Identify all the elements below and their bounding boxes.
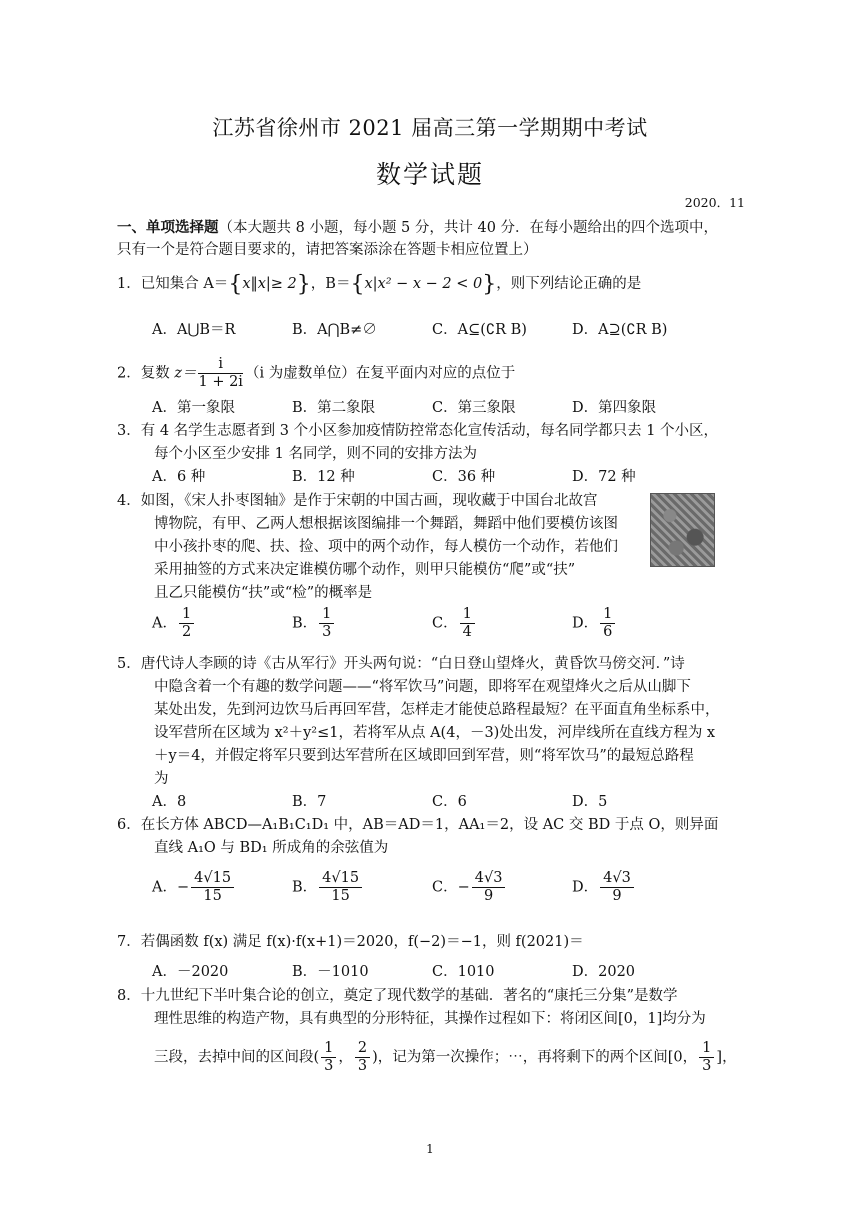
q2-suffix: （i 为虚数单位）在复平面内对应的点位于 [244, 365, 516, 382]
q2-option-a: A．第一象限 [152, 400, 235, 416]
q3-option-d: D．72 种 [572, 469, 636, 485]
q5-line-2: 中隐含着一个有趣的数学问题——“将军饮马”问题，即将军在观望烽火之后从山脚下 [154, 679, 691, 695]
q4-option-b-frac [319, 606, 334, 641]
q4-option-a-label: A． [152, 615, 177, 632]
q7-option-c: C．1010 [432, 964, 495, 980]
q3-option-b: B．12 种 [292, 469, 355, 485]
q8-line-3 [154, 1040, 737, 1075]
q8-f1-num: 1 [321, 1040, 336, 1058]
q6-option-d [572, 870, 636, 905]
q3-line-1: 3．有 4 名学生志愿者到 3 个小区参加疫情防控常态化宣传活动，每名同学都只去 1 个小区， [117, 423, 719, 439]
q3-line-2: 每个小区至少安排 1 名同学，则不同的安排方法为 [154, 446, 477, 462]
q5-line-5: ＋y＝4，并假定将军只要到达军营所在区域即回到军营，则“将军饮马”的最短总路程 [154, 748, 694, 764]
q5-option-b: B．7 [292, 794, 327, 810]
q4-option-c [432, 606, 477, 641]
q2-option-c: C．第三象限 [432, 400, 516, 416]
q6-a-label: A． [152, 879, 177, 896]
q6-b-frac [319, 870, 362, 905]
q8-f2-den: 3 [357, 1058, 368, 1074]
section-heading-line [117, 218, 718, 238]
q6-a-frac [191, 870, 234, 905]
q4-b-num: 1 [319, 606, 334, 624]
q8-line-3c: )，记为第一次操作；⋯，再将剩下的两个区间[0， [372, 1049, 698, 1066]
q6-c-den: 9 [484, 888, 494, 904]
q5-option-c: C．6 [432, 794, 467, 810]
q5-option-d: D．5 [572, 794, 608, 810]
q7-option-a: A．－2020 [152, 964, 229, 980]
q4-c-den: 4 [462, 624, 472, 640]
q6-line-1: 6．在长方体 ABCD—A₁B₁C₁D₁ 中，AB＝AD＝1，AA₁＝2，设 AC 交 BD 于点 O，则异面 [117, 817, 719, 833]
q4-option-a-frac [179, 606, 194, 641]
q1-prefix: 1．已知集合 A＝ [117, 276, 229, 292]
q7-option-b: B．－1010 [292, 964, 369, 980]
q4-line-2: 博物院，有甲、乙两人想根据该图编排一个舞蹈，舞蹈中他们要模仿该图 [154, 516, 618, 532]
q6-line-2: 直线 A₁O 与 BD₁ 所成角的余弦值为 [154, 840, 389, 856]
q8-frac-3 [699, 1040, 714, 1075]
q4-line-3: 中小孩扑枣的爬、扶、捡、项中的两个动作，每人模仿一个动作，若他们 [154, 539, 618, 555]
q2-fraction [198, 356, 242, 391]
q4-option-c-label: C． [432, 615, 458, 632]
q8-line-3b: ， [338, 1049, 353, 1066]
q1-option-c: C．A⊆(∁R B) [432, 322, 527, 338]
q4-c-num: 1 [460, 606, 475, 624]
q2-option-d: D．第四象限 [572, 400, 657, 416]
q4-option-d-label: D． [572, 615, 599, 632]
q1-set-b: x|x² − x − 2 < 0 [364, 276, 483, 292]
q1-set-a: x‖x|≥ 2 [242, 276, 297, 292]
q2-option-b: B．第二象限 [292, 400, 376, 416]
q8-line-3d: ]， [716, 1049, 737, 1066]
q4-option-c-frac [460, 606, 475, 641]
q6-d-num: 4√3 [600, 870, 634, 888]
q3-option-c: C．36 种 [432, 469, 496, 485]
q8-frac-1 [321, 1040, 336, 1075]
q4-line-5: 且乙只能模仿“扶”或“检”的概率是 [154, 585, 373, 601]
painting-image [650, 493, 715, 567]
q6-option-b [292, 870, 364, 905]
q1-brace-close-b: } [482, 272, 497, 297]
q6-c-num: 4√3 [472, 870, 506, 888]
q4-d-num: 1 [600, 606, 615, 624]
q6-a-sign: − [176, 879, 190, 896]
q5-option-a: A．8 [152, 794, 187, 810]
q4-option-a [152, 606, 196, 641]
q2-prefix: 2．复数 [117, 365, 175, 382]
q6-d-frac [600, 870, 634, 905]
q1-brace-open-b: { [350, 272, 365, 297]
q6-b-den: 15 [331, 888, 350, 904]
q6-a-den: 15 [203, 888, 222, 904]
q1-brace-open-a: { [228, 272, 243, 297]
q5-line-6: 为 [154, 771, 169, 787]
q4-option-d [572, 606, 617, 641]
q4-a-den: 2 [181, 624, 192, 640]
q4-a-num: 1 [179, 606, 194, 624]
q1-suffix: ，则下列结论正确的是 [496, 276, 642, 292]
q6-option-a [152, 870, 236, 905]
q6-a-num: 4√15 [191, 870, 234, 888]
q8-line-1: 8．十九世纪下半叶集合论的创立，奠定了现代数学的基础．著名的“康托三分集”是数学 [117, 988, 678, 1004]
q1-option-a: A．A⋃B＝R [152, 322, 236, 338]
q4-option-b-label: B． [292, 615, 318, 632]
section-heading: 一、单项选择题 [117, 219, 219, 236]
q4-option-b [292, 606, 336, 641]
question-2 [117, 356, 515, 391]
q6-b-label: B． [292, 879, 318, 896]
q6-option-c [432, 870, 507, 905]
q4-d-den: 6 [603, 624, 613, 640]
q5-line-1: 5．唐代诗人李顾的诗《古从军行》开头两句说：“白日登山望烽火，黄昏饮马傍交河．”诗 [117, 656, 685, 672]
q8-f3-num: 1 [699, 1040, 714, 1058]
q6-c-sign: − [457, 879, 470, 896]
q8-f2-num: 2 [355, 1040, 370, 1058]
q1-option-b: B．A⋂B≠∅ [292, 322, 377, 338]
exam-date: 2020．11 [684, 195, 745, 210]
q8-f3-den: 3 [702, 1058, 712, 1074]
section-desc-2: 只有一个是符合题目要求的，请把答案添涂在答题卡相应位置上） [117, 242, 538, 258]
q3-option-a: A．6 种 [152, 469, 206, 485]
q6-c-label: C． [432, 879, 458, 896]
q1-mid: ，B＝ [310, 276, 351, 292]
q6-d-label: D． [572, 879, 599, 896]
q8-line-2: 理性思维的构造产物，具有典型的分形特征，其操作过程如下：将闭区间[0，1]均分为 [154, 1011, 706, 1027]
q2-num: i [198, 356, 242, 374]
q4-b-den: 3 [322, 624, 332, 640]
q4-line-1: 4．如图，《宋人扑枣图轴》是作于宋朝的中国古画，现收藏于中国台北故宫 [117, 493, 598, 509]
exam-title: 江苏省徐州市 2021 届高三第一学期期中考试 [212, 116, 648, 140]
q1-option-d: D．A⊇(∁R B) [572, 322, 668, 338]
q1-brace-close-a: } [296, 272, 311, 297]
q8-line-3a: 三段，去掉中间的区间段( [154, 1049, 320, 1066]
q2-den: 1 + 2i [198, 374, 243, 390]
q6-b-num: 4√15 [319, 870, 362, 888]
q8-f1-den: 3 [324, 1058, 334, 1074]
q6-d-den: 9 [612, 888, 622, 904]
q5-line-4: 设军营所在区域为 x²＋y²≤1，若将军从点 A(4，－3)处出发，河岸线所在直线方程为 x [154, 725, 716, 741]
q5-line-3: 某处出发，先到河边饮马后再回军营，怎样走才能使总路程最短？在平面直角坐标系中， [154, 702, 720, 718]
q6-c-frac [472, 870, 506, 905]
q2-z: z＝ [174, 365, 197, 382]
q7-option-d: D．2020 [572, 964, 636, 980]
page-number: 1 [426, 1142, 434, 1156]
exam-subtitle: 数学试题 [375, 160, 484, 189]
q4-line-4: 采用抽签的方式来决定谁模仿哪个动作，则甲只能模仿“爬”或“扶” [154, 562, 576, 578]
question-1 [117, 274, 641, 295]
q7-text: 7．若偶函数 f(x) 满足 f(x)·f(x+1)＝2020，f(−2)＝−1，则 f(2021)＝ [117, 934, 584, 950]
q4-option-d-frac [600, 606, 615, 641]
q8-frac-2 [355, 1040, 370, 1075]
section-desc-1: （本大题共 8 小题，每小题 5 分，共计 40 分．在每小题给出的四个选项中， [218, 220, 719, 236]
